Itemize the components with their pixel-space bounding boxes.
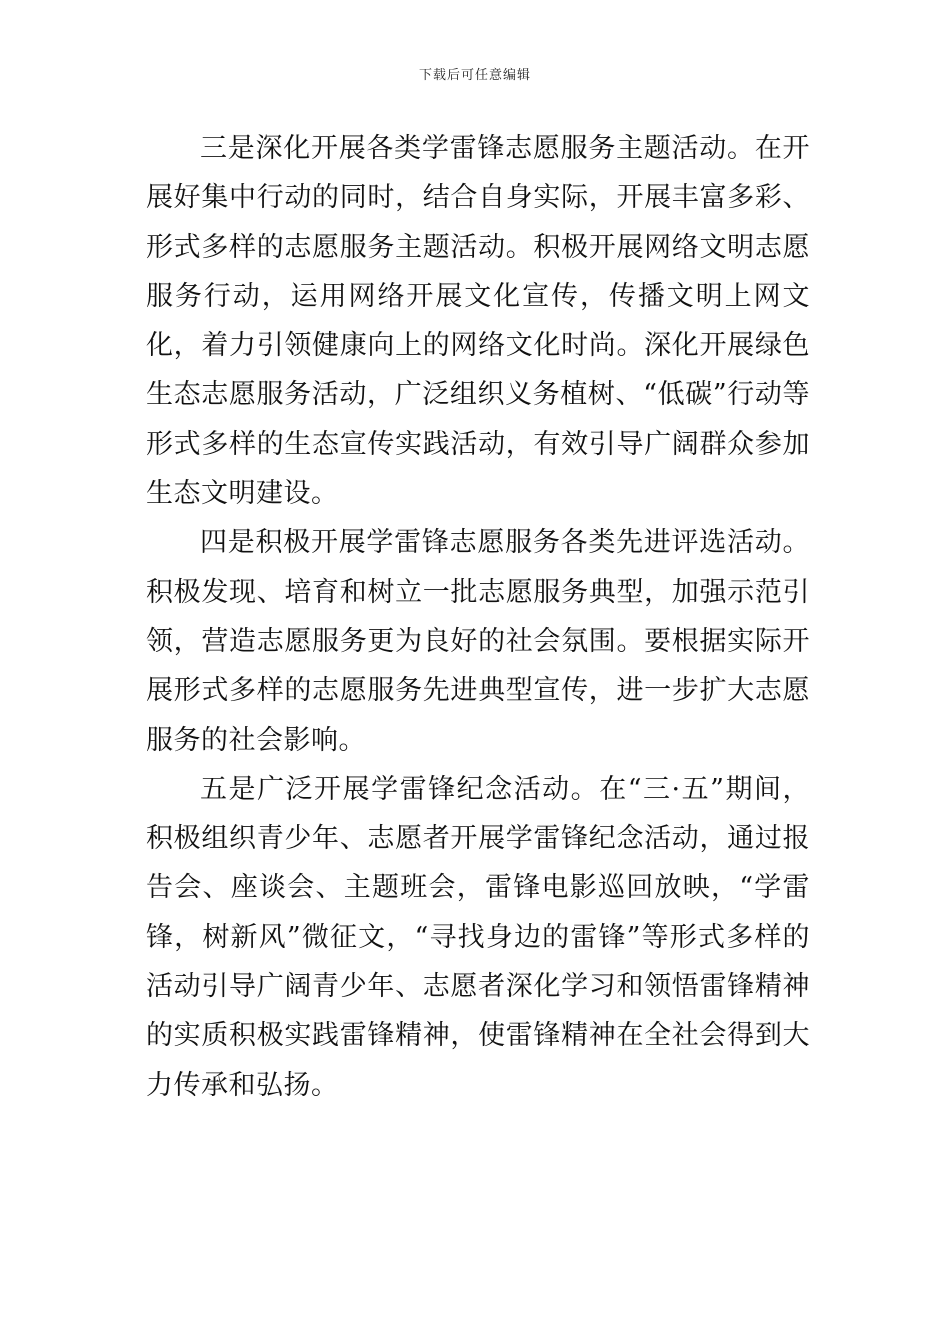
page-header: 下载后可任意编辑 — [418, 68, 531, 83]
paragraph-five: 五是广泛开展学雷锋纪念活动。在“三·五”期间，积极组织青少年、志愿者开展学雷锋纪念活动，通过报告会、座谈会、主题班会，雷锋电影巡回放映，“学雷锋，树新风”微征文，“寻找身边的雷锋”等形式多样的活动引导广阔青少年、志愿者深化学习和领悟雷锋精神的实质积极实践雷锋精神，使雷锋精神在全社会得到大力传承和弘扬。 — [146, 773, 810, 1101]
document-body — [146, 124, 810, 1110]
paragraph-three: 三是深化开展各类学雷锋志愿服务主题活动。在开展好集中行动的同时，结合自身实际，开展丰富多彩、形式多样的志愿服务主题活动。积极开展网络文明志愿服务行动，运用网络开展文化宣传，传播文明上网文化，着力引领健康向上的网络文化时尚。深化开展绿色生态志愿服务活动，广泛组织义务植树、“低碳”行动等形式多样的生态宣传实践活动，有效引导广阔群众参加生态文明建设。 — [146, 133, 810, 510]
paragraph-four: 四是积极开展学雷锋志愿服务各类先进评选活动。积极发现、培育和树立一批志愿服务典型，加强示范引领，营造志愿服务更为良好的社会氛围。要根据实际开展形式多样的志愿服务先进典型宣传，进一步扩大志愿服务的社会影响。 — [146, 527, 810, 756]
